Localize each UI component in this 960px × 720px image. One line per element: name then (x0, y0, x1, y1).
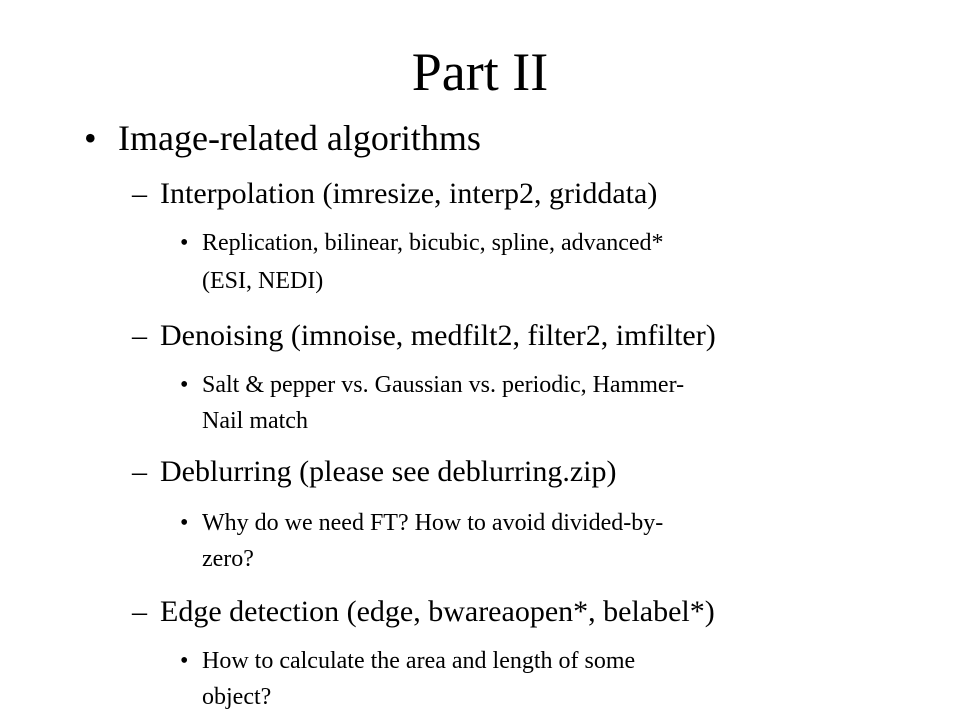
bullet-marker: • (180, 510, 189, 536)
section-detail-line: (ESI, NEDI) (202, 268, 324, 294)
section-detail-line: Why do we need FT? How to avoid divided-by- (202, 510, 664, 536)
section-heading-interpolation: Interpolation (imresize, interp2, griddata) (160, 177, 658, 210)
bullet-marker: • (180, 648, 189, 674)
section-detail-line: Replication, bilinear, bicubic, spline, advanced* (202, 230, 664, 256)
section-heading-denoising: Denoising (imnoise, medfilt2, filter2, imfilter) (160, 319, 716, 352)
dash-marker: – (132, 595, 147, 628)
bullet-marker: • (84, 118, 97, 158)
dash-marker: – (132, 455, 147, 488)
section-detail-line: How to calculate the area and length of some (202, 648, 636, 674)
section-detail-line: Nail match (202, 408, 308, 434)
bullet-marker: • (180, 230, 189, 256)
slide-title: Part II (411, 42, 549, 102)
section-detail-line: object? (202, 684, 272, 710)
dash-marker: – (132, 177, 147, 210)
section-heading-edge-detection: Edge detection (edge, bwareaopen*, belabel*) (160, 595, 715, 628)
bullet-marker: • (180, 372, 189, 398)
dash-marker: – (132, 319, 147, 352)
section-heading-deblurring: Deblurring (please see deblurring.zip) (160, 455, 617, 488)
level1-bullet-text: Image-related algorithms (118, 118, 481, 158)
section-detail-line: zero? (202, 546, 254, 572)
section-detail-line: Salt & pepper vs. Gaussian vs. periodic, Hammer- (202, 372, 685, 398)
